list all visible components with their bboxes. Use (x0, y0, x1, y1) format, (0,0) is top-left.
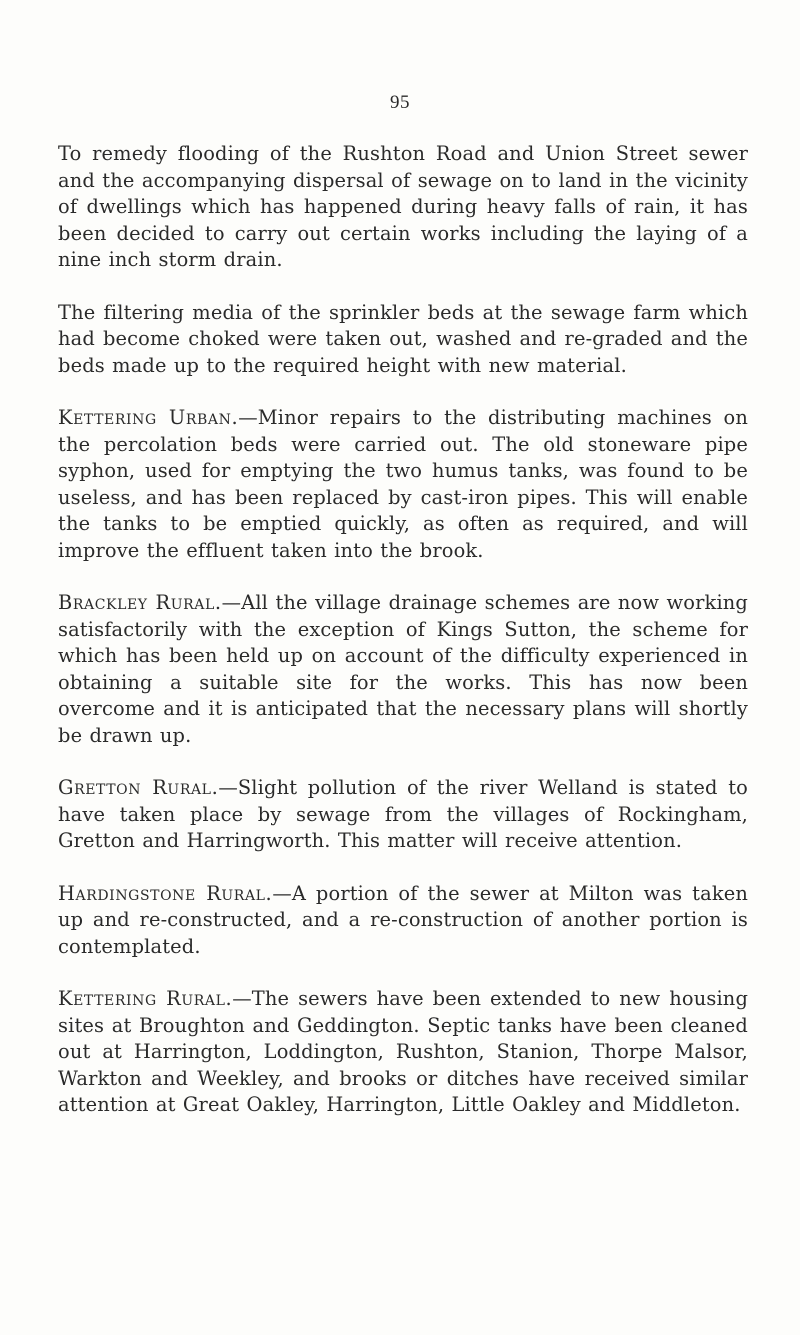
body-text (58, 141, 748, 1145)
paragraph-brackley-rural (58, 590, 748, 749)
paragraph-text: —Slight pollution of the river Welland is stated to have taken place by sewage from the villages of Rockingham, Gretton and Harringworth. This matter will receive attention. (58, 776, 748, 852)
page-number: 95 (390, 92, 410, 113)
paragraph-sprinkler-beds (58, 300, 748, 380)
paragraph-text: —A portion of the sewer at Milton was taken up and re-constructed, and a re-construction of another portion is contemplated. (58, 881, 748, 958)
paragraph-gretton-rural (58, 775, 748, 855)
section-heading: Kettering Urban. (58, 406, 239, 429)
paragraph-text: The filtering media of the sprinkler beds at the sewage farm which had become choked were taken out, washed and re-graded and the beds made up to the required height with new material. (58, 300, 748, 377)
section-heading: Brackley Rural. (58, 591, 222, 614)
section-heading: Kettering Rural. (58, 987, 233, 1010)
paragraph-text: —Minor repairs to the distributing machines on the percolation beds were carried out. The old stoneware pipe syphon, used for emptying the two humus tanks, was found to be useless, and has been replaced by cast-iron pipes. This will enable the tanks to be emptied quickly, as often as required, and will improve the effluent taken into the brook. (58, 406, 748, 562)
paragraph-kettering-rural (58, 986, 748, 1119)
paragraph-rushton-road-flooding (58, 141, 748, 274)
paragraph-text: —All the village drainage schemes are now working satisfactorily with the exception of Kings Sutton, the scheme for which has been held up on account of the difficulty experienced in obtaining a suitable site for the works. This has now been overcome and it is anticipated that the necessary plans will shortly be drawn up. (58, 591, 748, 747)
section-heading: Hardingstone Rural. (58, 881, 273, 905)
section-heading: Gretton Rural. (58, 776, 219, 799)
paragraph-text: To remedy flooding of the Rushton Road and Union Street sewer and the accompanying dispersal of sewage on to land in the vicinity of dwellings which has happened during heavy falls of rain, it has been decided to carry out certain works including the laying of a nine inch storm drain. (58, 142, 748, 271)
paragraph-text: —The sewers have been extended to new housing sites at Broughton and Geddington. Septic tanks have been cleaned out at Harrington, Loddington, Rushton, Stanion, Thorpe Malsor, Warkton and Weekley, and brooks or ditches have received similar attention at Great Oakley, Harrington, Little Oakley and Middleton. (58, 987, 749, 1116)
paragraph-kettering-urban (58, 405, 748, 564)
paragraph-hardingstone-rural (58, 881, 748, 961)
